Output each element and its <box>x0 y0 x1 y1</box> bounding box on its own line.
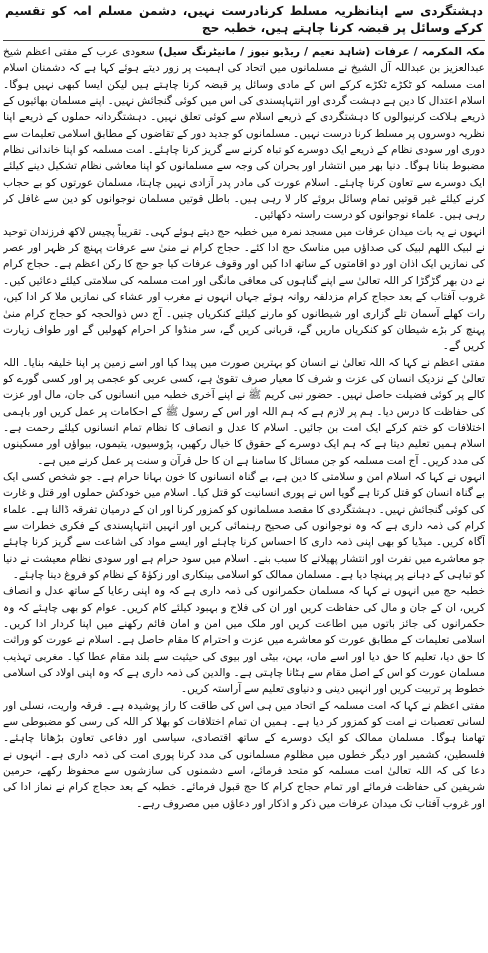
article-paragraph <box>3 44 485 224</box>
article-paragraph: مفتی اعظم نے کہا کہ امت مسلمہ کے اتحاد میں ہی اس کی طاقت کا راز پوشیدہ ہے۔ فرقہ واریت، نسلی اور لسانی تعصبات نے امت کو کمزور کر دیا ہے۔ ہمیں ان تمام اختلافات کو بھلا کر اللہ کی رسی کو مضبوطی سے تھامنا ہوگا۔ مسلمان ممالک کو ایک دوسرے کے ساتھ اقتصادی، سیاسی اور دفاعی تعاون بڑھانا چاہئے۔ فلسطین، کشمیر اور دیگر خطوں میں مظلوم مسلمانوں کی مدد کرنا پوری امت کی ذمہ داری ہے۔ انہوں نے دعا کی کہ اللہ تعالیٰ امت مسلمہ کو متحد فرمائے، اسے دشمنوں کی سازشوں سے محفوظ رکھے، حرمین شریفین کی حفاظت فرمائے اور تمام حجاج کرام کا حج قبول فرمائے۔ خطبہ کے بعد حجاج کرام نے نماز ادا کی اور غروب آفتاب تک میدان عرفات میں ذکر و اذکار اور دعاؤں میں مصروف رہے۔ <box>3 699 485 810</box>
article-paragraph: مفتی اعظم نے کہا کہ اللہ تعالیٰ نے انسان کو بہترین صورت میں پیدا کیا اور اسے زمین پر اپنا خلیفہ بنایا۔ اللہ تعالیٰ کے نزدیک انسان کی عزت و شرف کا معیار صرف تقویٰ ہے، کسی عربی کو عجمی پر اور کسی گورے کو کالے پر کوئی فضیلت حاصل نہیں۔ حضور نبی کریم ﷺ نے اپنے آخری خطبہ میں انسانوں کی جان، مال اور عزت کی حفاظت کا درس دیا۔ ہم پر لازم ہے کہ ہم اللہ اور اس کے رسول ﷺ کے احکامات پر عمل کریں اور باہمی اختلافات کو ختم کرکے ایک امت بن جائیں۔ اسلام کا عدل و انصاف کا نظام تمام انسانوں کیلئے رحمت ہے۔ اسلام ہمیں تعلیم دیتا ہے کہ ہم ایک دوسرے کے حقوق کا خیال رکھیں، پڑوسیوں، یتیموں، بیواؤں اور مسکینوں کی مدد کریں۔ آج امت مسلمہ کو جن مسائل کا سامنا ہے ان کا حل قرآن و سنت پر عمل کرنے میں ہے۔ <box>3 356 485 467</box>
article-paragraph: انہوں نے یہ بات میدان عرفات میں مسجد نمرہ میں خطبہ حج دیتے ہوئے کہی۔ تقریباً پچیس لاکھ فرزندان توحید نے لبیک اللھم لبیک کی صداؤں میں مناسک حج ادا کئے۔ حجاج کرام نے منیٰ سے عرفات پہنچ کر ظہر اور عصر کی نمازیں ایک اذان اور دو اقامتوں کے ساتھ ادا کیں اور وقوف عرفات کیا جو حج کا رکن اعظم ہے۔ حجاج کرام نے دن بھر گڑگڑا کر اللہ تعالیٰ سے اپنے گناہوں کی معافی مانگی اور امت مسلمہ کی سلامتی کیلئے دعائیں کیں۔ غروب آفتاب کے بعد حجاج کرام مزدلفہ روانہ ہوئے جہاں انہوں نے مغرب اور عشاء کی نمازیں ملا کر ادا کیں، رات کھلے آسمان تلے گزاری اور شیطانوں کو مارنے کیلئے کنکریاں چنیں۔ آج دس ذوالحجہ کو حجاج کرام منیٰ پہنچ کر بڑے شیطان کو کنکریاں ماریں گے، قربانی کریں گے، سر منڈوا کر احرام کھولیں گے اور طواف زیارت کریں گے۔ <box>3 225 485 353</box>
article-body <box>3 44 485 812</box>
article-paragraph: انہوں نے کہا کہ اسلام امن و سلامتی کا دین ہے، بے گناہ انسانوں کا خون بہانا حرام ہے۔ جو شخص کسی ایک بے گناہ انسان کو قتل کرتا ہے گویا اس نے پوری انسانیت کو قتل کیا۔ اسلام میں خودکش حملوں اور قتل و غارت کی کوئی گنجائش نہیں۔ دہشتگردی کا مقصد مسلمانوں کو کمزور کرنا اور ان کے درمیان تفرقہ ڈالنا ہے۔ علماء کرام کی ذمہ داری ہے کہ وہ نوجوانوں کی صحیح رہنمائی کریں اور انہیں انتہاپسندی کے فکری خطرات سے آگاہ کریں۔ میڈیا کو بھی اپنی ذمہ داری کا احساس کرنا چاہئے اور ایسے مواد کی اشاعت سے گریز کرنا چاہئے جو معاشرے میں نفرت اور انتشار پھیلانے کا سبب بنے۔ اسلام میں سود حرام ہے اور سودی نظام معیشت نے دنیا کو تباہی کے دہانے پر پہنچا دیا ہے۔ مسلمان ممالک کو اسلامی بینکاری اور زکوٰۃ کے نظام کو فروغ دینا چاہئے۔ <box>3 470 485 581</box>
news-clipping <box>3 2 485 951</box>
dateline: مکہ المکرمہ / عرفات (شاہد نعیم / ریڈیو نیوز / مانیٹرنگ سیل) <box>158 46 485 58</box>
paragraph-text: سعودی عرب کے مفتی اعظم شیخ عبدالعزیز بن عبداللہ آل الشیخ نے مسلمانوں میں اتحاد کی اہمیت پر زور دیتے ہوئے کہا ہے کہ دشمنان اسلام امت مسلمہ کو ٹکڑے ٹکڑے کرکے اس کے مادی وسائل پر قبضہ کرنا چاہتے ہیں لیکن ایسا کبھی نہیں ہوگا۔ اسلام اعتدال کا دین ہے دہشت گردی اور انتہاپسندی کی اس میں کوئی گنجائش نہیں۔ اپنے مسلمان بھائیوں کے ذریعے ہلاکت کرنیوالوں کا دہشتگردی کے ذریعے اسلام سے کوئی تعلق نہیں۔ دہشتگردانہ حملوں کے ذریعے اپنا نظریہ دوسروں پر مسلط کرنا درست نہیں۔ مسلمانوں کو جدید دور کے تقاضوں کے مطابق اسلامی تعلیمات سے دوری اور سودی نظام کے ذریعے ایک دوسرے کو تباہ کرنے سے گریز کرنا چاہئے۔ امت مسلمہ کو اپنا خاندانی نظام مضبوط بنانا ہوگا۔ دنیا بھر میں انتشار اور بحران کی وجہ سے مسلمانوں کو اپنا معاشی نظام تشکیل دینے کیلئے ایک دوسرے سے تعاون کرنا چاہئے۔ اسلام عورت کی مادر پدر آزادی نہیں چاہتا، مسلمان عورتوں کو بے حجاب کرنے کیلئے غیر قوتیں تمام وسائل بروئے کار لا رہی ہیں۔ باطل قوتیں مسلمان نوجوانوں کو دین سے غافل کر رہی ہیں۔ علماء نوجوانوں کو درست راستہ دکھائیں۔ <box>3 46 485 222</box>
headline-divider <box>3 40 485 41</box>
headline: دہشتگردی سے اپنانظریہ مسلط کرنادرست نہیں، دشمن مسلم امہ کو تقسیم کرکے وسائل پر قبضہ کرنا چاہتے ہیں، خطبہ حج <box>5 4 483 35</box>
article-paragraph: خطبہ حج میں انہوں نے کہا کہ مسلمان حکمرانوں کی ذمہ داری ہے کہ وہ اپنی رعایا کے ساتھ عدل و انصاف کریں، ان کے جان و مال کی حفاظت کریں اور ان کی فلاح و بہبود کیلئے کام کریں۔ عوام کو بھی چاہئے کہ وہ حکمرانوں کی جائز باتوں میں اطاعت کریں اور ملک میں امن و امان قائم رکھنے میں اپنا کردار ادا کریں۔ اسلامی تعلیمات کے مطابق عورت کو معاشرے میں عزت و احترام کا مقام حاصل ہے۔ اسلام نے عورت کو وراثت کا حق دیا، تعلیم کا حق دیا اور اسے ماں، بہن، بیٹی اور بیوی کی حیثیت سے بلند مقام عطا کیا۔ مغربی تہذیب مسلمان عورت کو اس کے اصل مقام سے ہٹانا چاہتی ہے۔ والدین کی ذمہ داری ہے کہ وہ اپنی اولاد کی اسلامی خطوط پر تربیت کریں اور انہیں دینی و دنیاوی تعلیم سے آراستہ کریں۔ <box>3 585 485 696</box>
